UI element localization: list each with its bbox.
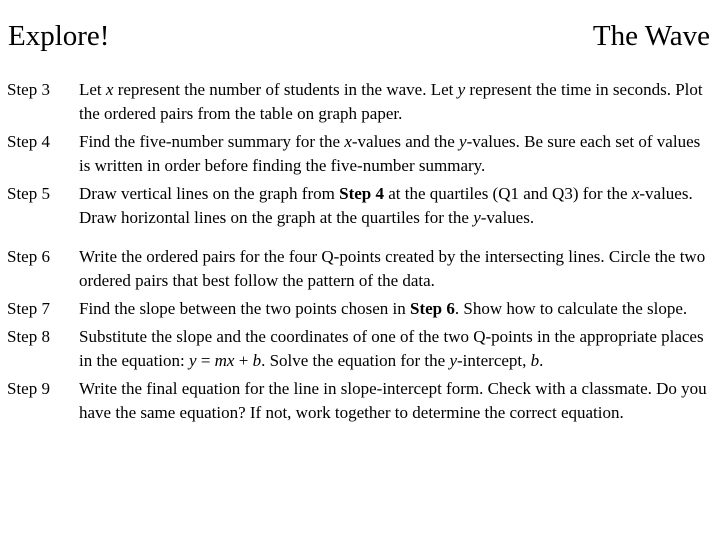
step-text: [79, 130, 713, 178]
steps-list: [7, 78, 713, 429]
step-text-run: y: [457, 80, 466, 99]
step-text: [79, 297, 713, 321]
step-9: [7, 377, 713, 425]
step-5: [7, 182, 713, 230]
step-text-run: -intercept,: [457, 351, 531, 370]
step-text-run: Let: [79, 80, 106, 99]
step-text-run: -values. Be sure each set of values is written in order before finding the five-number summary.: [79, 132, 701, 175]
step-text-run: .: [539, 351, 544, 370]
step-text-run: represent the time in seconds. Plot the ordered pairs from the table on graph paper.: [79, 80, 703, 123]
step-text-run: mx: [214, 351, 235, 370]
step-3: [7, 78, 713, 126]
step-text-run: Step 4: [339, 184, 384, 203]
step-text-run: Substitute the slope and the coordinates of one of the two Q-points in the appropriate places in the equation:: [79, 327, 704, 370]
step-6: [7, 245, 713, 293]
step-8: [7, 325, 713, 373]
step-label: Step 9: [7, 379, 50, 398]
step-text-run: Step 6: [409, 299, 455, 318]
step-text-run: x: [631, 184, 640, 203]
step-text-run: at the quartiles (Q1 and Q3) for the: [383, 184, 632, 203]
step-text-run: Draw vertical lines on the graph from: [79, 184, 340, 203]
explore-title: Explore!: [8, 20, 110, 52]
step-text-run: . Show how to calculate the slope.: [454, 299, 688, 318]
step-text-run: Write the final equation for the line in slope-intercept form. Check with a classmate. Do you have the same equation? If not, work together to determine the correct equation.: [79, 379, 707, 422]
step-text-run: Find the slope between the two points chosen in: [79, 299, 410, 318]
step-text-run: x: [344, 132, 352, 151]
step-text-run: y: [459, 132, 467, 151]
step-4: [7, 130, 713, 178]
step-text-run: Find the five-number summary for the: [79, 132, 345, 151]
step-text-run: +: [234, 351, 253, 370]
step-text: [79, 78, 713, 126]
activity-title: The Wave: [592, 20, 710, 52]
step-text-run: Write the ordered pairs for the four Q-points created by the intersecting lines. Circle the two ordered pairs that best follow the pattern of the data.: [79, 247, 706, 290]
step-7: [7, 297, 713, 321]
step-label: Step 8: [7, 327, 50, 346]
step-label: Step 6: [7, 247, 50, 266]
step-label: Step 7: [7, 299, 50, 318]
step-text: [79, 182, 713, 230]
step-text-run: y: [473, 208, 481, 227]
page-header: [8, 18, 710, 58]
step-text: [79, 325, 713, 373]
step-text-run: =: [196, 351, 215, 370]
step-text-run: -values. Draw horizontal lines on the graph at the quartiles for the: [79, 184, 693, 227]
step-text-run: represent the number of students in the wave. Let: [113, 80, 458, 99]
step-text: [79, 377, 713, 425]
step-label: Step 3: [7, 80, 50, 99]
step-text-run: -values and the: [351, 132, 460, 151]
step-text: [79, 245, 713, 293]
step-label: Step 5: [7, 184, 50, 203]
step-text-run: y: [449, 351, 457, 370]
step-text-run: b: [252, 351, 262, 370]
step-text-run: y: [189, 351, 197, 370]
step-text-run: -values.: [480, 208, 535, 227]
step-text-run: x: [105, 80, 114, 99]
step-text-run: . Solve the equation for the: [261, 351, 450, 370]
step-text-run: b: [530, 351, 540, 370]
step-label: Step 4: [7, 132, 50, 151]
